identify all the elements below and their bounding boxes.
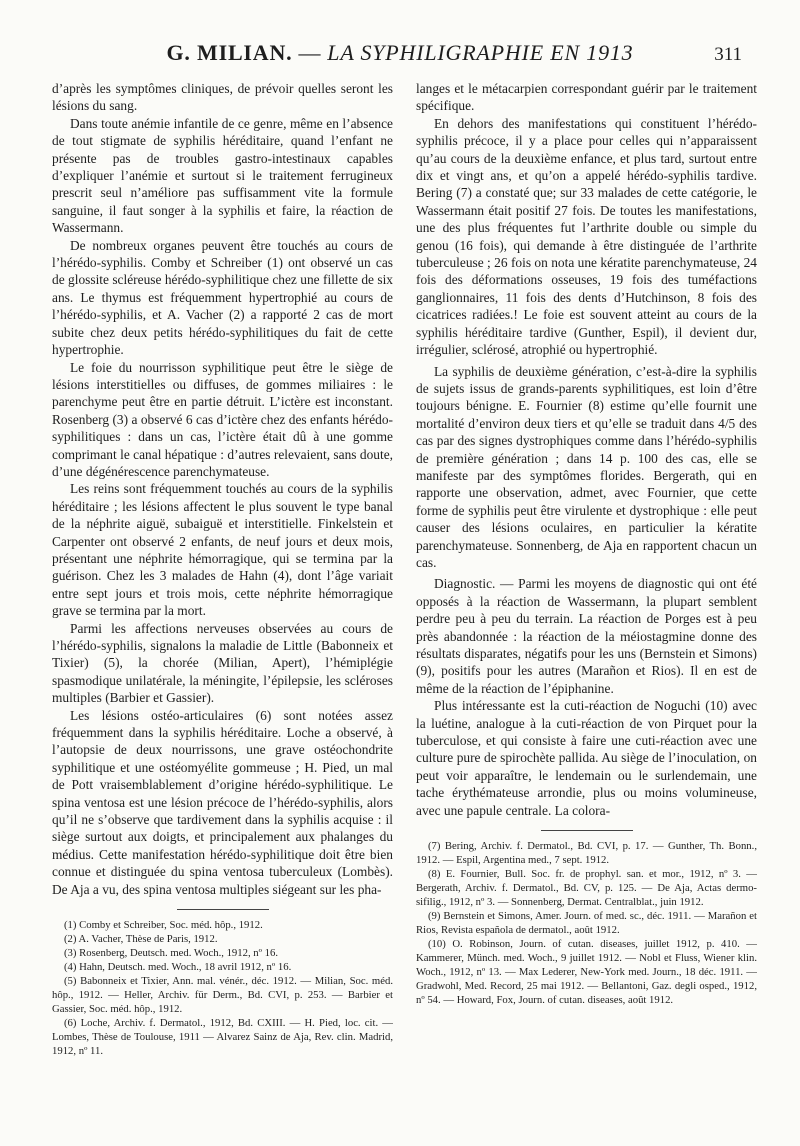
right-column	[416, 80, 757, 1007]
header-title	[50, 40, 750, 66]
paragraph: Parmi les affections nerveuses observées au cours de l’hérédo-syphilis, signalons la maladie de Little (Babonneix et Tixier) (5), la chorée (Milian, Apert), l’hémiplégie spasmodique unilatérale, la méningite, l’épilepsie, les scléroses multiples (Barbier et Gassier).	[52, 620, 393, 706]
left-column	[52, 80, 393, 1058]
section-diagnostic: Diagnostic. — Parmi les moyens de diagnostic qui ont été opposés à la réaction de Wassermann, la plupart semblent perdre peu à peu du terrain. La réaction de Porges est à peu près abandonnée : la réaction de la méiostagmine donne des résultats disparates, négatifs pour les uns (Bernstein et Simons) (9), positifs pour les autres (Marañon et Rios). Il en est de même de la réaction de l’épiphanine.	[416, 576, 757, 696]
footnotes	[52, 918, 393, 1058]
footnote: (3) Rosenberg, Deutsch. med. Woch., 1912, nº 16.	[64, 947, 278, 960]
footnote-divider	[177, 909, 269, 910]
footnote-divider	[541, 830, 633, 831]
footnote: (9) Bernstein et Simons, Amer. Journ. of med. sc., déc. 1911. — Marañon et Rios, Revista española de dermatol., août 1912.	[416, 910, 757, 937]
footnote: (2) A. Vacher, Thèse de Paris, 1912.	[64, 933, 218, 946]
header-author: G. MILIAN.	[166, 40, 293, 65]
paragraph: En dehors des manifestations qui constituent l’hérédo-syphilis précoce, il y a place pour celles qui n’apparaissent qu’au cours de la deuxième enfance, et plus tard, surtout entre dix et vingt ans, et qu’on a appelé hérédo-syphilis tardive. Bering (7) a constaté que; sur 33 malades de cette catégorie, le Wassermann était positif 27 fois. De toutes les manifestations, une des plus fréquentes fut l’arthrite double ou simple du genou (16 fois), qui demande à être distinguée de l’arthrite tuberculeuse ; 26 fois on nota une kératite parenchymateuse, 24 fois des déformations osseuses, 19 fois des tuméfactions ganglionnaires, 11 fois des dents d’Hutchinson, 8 fois des cicatrices radiées.! Le foie est souvent atteint au cours de la syphilis héréditaire tardive (Gunther, Espil), il devient dur, irrégulier, sclérosé, atrophié ou hypertrophié.	[416, 115, 757, 358]
paragraph: De nombreux organes peuvent être touchés au cours de l’hérédo-syphilis. Comby et Schreiber (1) ont observé un cas de glossite scléreuse hérédo-syphilitique chez une fillette de six ans. Le thymus est fréquemment hypertrophié au cours de l’hérédo-syphilis, et A. Vacher (2) a rapporté 2 cas de mort subite chez deux petits hérédo-syphilitiques du fait de cette hypertrophie.	[52, 237, 393, 358]
footnote: (4) Hahn, Deutsch. med. Woch., 18 avril 1912, nº 16.	[64, 961, 292, 974]
paragraph: Plus intéressante est la cuti-réaction de Noguchi (10) avec la luétine, analogue à la cuti-réaction de von Pirquet pour la tuberculose, et qui consiste à faire une cuti-réaction avec une culture pure de spirochète pallida. Au siège de l’inoculation, on peut voir apparaître, le lendemain ou le surlendemain, une tache érythémateuse arrondie, plus ou moins volumineuse, avec une papule centrale. La colora-	[416, 698, 757, 818]
footnotes	[416, 839, 757, 1007]
page-number: 311	[714, 44, 742, 65]
paragraph: Dans toute anémie infantile de ce genre, même en l’absence de tout stigmate de syphilis héréditaire, quand l’enfant ne présente pas de troubles gastro-intestinaux capables d’expliquer l’anémie et surtout si le traitement ferrugineux prescrit seul n’améliore pas suffisamment vite la formule sanguine, il faut songer à la syphilis et faire, la réaction de Wassermann.	[52, 115, 393, 236]
footnote: (5) Babonneix et Tixier, Ann. mal. vénér., déc. 1912. — Milian, Soc. méd. hôp., 1912. — Heller, Archiv. für Derm., Bd. CVI, p. 253. — Barbier et Gassier, Soc. méd. hôp., 1912.	[52, 975, 393, 1016]
footnote: (6) Loche, Archiv. f. Dermatol., 1912, Bd. CXIII. — H. Pied, loc. cit. — Lombes, Thèse de Toulouse, 1911 — Alvarez Sainz de Aja, Rev. clin. Madrid, 1912, nº 11.	[52, 1017, 393, 1058]
header-work-title: LA SYPHILIGRAPHIE EN 1913	[327, 40, 634, 65]
paragraph: La syphilis de deuxième génération, c’est-à-dire la syphilis de sujets issus de grands-parents syphilitiques, est loin d’être toujours bénigne. E. Fournier (8) estime qu’elle fournit une mortalité d’environ deux tiers et qu’elle se traduit dans 4/5 des cas par des signes dystrophiques comme dans l’hérédo-syphilis de première génération ; dans 14 p. 100 des cas, elle se manifeste par des symptômes florides. Bergerath, qui en rapporte une observation, admet, avec Fournier, que cette forme de syphilis peut être virulente et dystrophique : elle peut causer des lésions oculaires, en particulier la kératite parenchymateuse. Sonnenberg, de Aja en rapportent chacun un cas.	[416, 363, 757, 570]
running-header	[50, 40, 750, 76]
paragraph: Le foie du nourrisson syphilitique peut être le siège de lésions interstitielles ou diffuses, de gommes miliaires : le parenchyme peut être en partie détruit. L’ictère est inconstant. Rosenberg (3) a observé 6 cas d’ictère chez des enfants hérédo-syphilitiques : dans un cas, l’ictère était dû à une gomme comprimant le canal hépatique : d’autres relevaient, sans doute, d’une dégénérescence parenchymateuse.	[52, 359, 393, 479]
footnote: (8) E. Fournier, Bull. Soc. fr. de prophyl. san. et mor., 1912, nº 3. — Bergerath, Archiv. f. Dermatol., Bd. CV, p. 125. — De Aja, Actas dermo-sifilig., 1912, nº 3. — Sonnenberg, Dermat. Centralblat., juin 1912.	[416, 868, 757, 909]
footnote: (7) Bering, Archiv. f. Dermatol., Bd. CVI, p. 17. — Gunther, Th. Bonn., 1912. — Espil, Argentina med., 7 sept. 1912.	[416, 840, 757, 867]
paragraph: d’après les symptômes cliniques, de prévoir quelles seront les lésions du sang.	[52, 81, 393, 114]
paragraph: Les lésions ostéo-articulaires (6) sont notées assez fréquemment dans la syphilis héréditaire. Loche a observé, à l’autopsie de deux nourrissons, une grave ostéochondrite syphilitique et une ostéomyélite gommeuse ; H. Pied, un mal de Pott vraisemblablement d’origine hérédo-syphilitique. Le spina ventosa est une lésion précoce de l’hérédo-syphilis, alors qu’il ne s’observe que tardivement dans la syphilis acquise : il siège surtout aux doigts, et principalement aux phalanges du médius. Cette manifestation hérédo-syphilitique doit être bien connue et distinguée du spina ventosa tuberculeux (Lombès). De Aja a vu, des spina ventosa multiples siégeant sur les pha-	[52, 707, 393, 897]
header-separator: —	[298, 40, 322, 65]
footnote: (10) O. Robinson, Journ. of cutan. diseases, juillet 1912, p. 410. — Kammerer, Münch. med. Woch., 9 juillet 1912. — Nobl et Fluss, Wiener klin. Woch., 1912, nº 13. — Max Lederer, New-York med. Journ., 18 déc. 1911. — Gradwohl, Med. Record, 25 mai 1912. — Bellantoni, Gaz. degli osped., 1912, nº 54. — Howard, Fox, Journ. of cutan. diseases, août 1912.	[416, 938, 757, 1007]
paragraph: langes et le métacarpien correspondant guérir par le traitement spécifique.	[416, 81, 757, 114]
paragraph: Les reins sont fréquemment touchés au cours de la syphilis héréditaire ; les lésions affectent le plus souvent le type banal de la néphrite aiguë, subaiguë et interstitielle. Finkelstein et Carpenter ont observé 2 enfants, de neuf jours et deux mois, présentant une néphrite hémorragique, qui se termina par la guérison. Chez les 3 malades de Hahn (4), dont l’âge variait entre sept jours et trois mois, cette néphrite hémorragique grave se termina par la mort.	[52, 481, 393, 619]
footnote: (1) Comby et Schreiber, Soc. méd. hôp., 1912.	[64, 919, 263, 932]
